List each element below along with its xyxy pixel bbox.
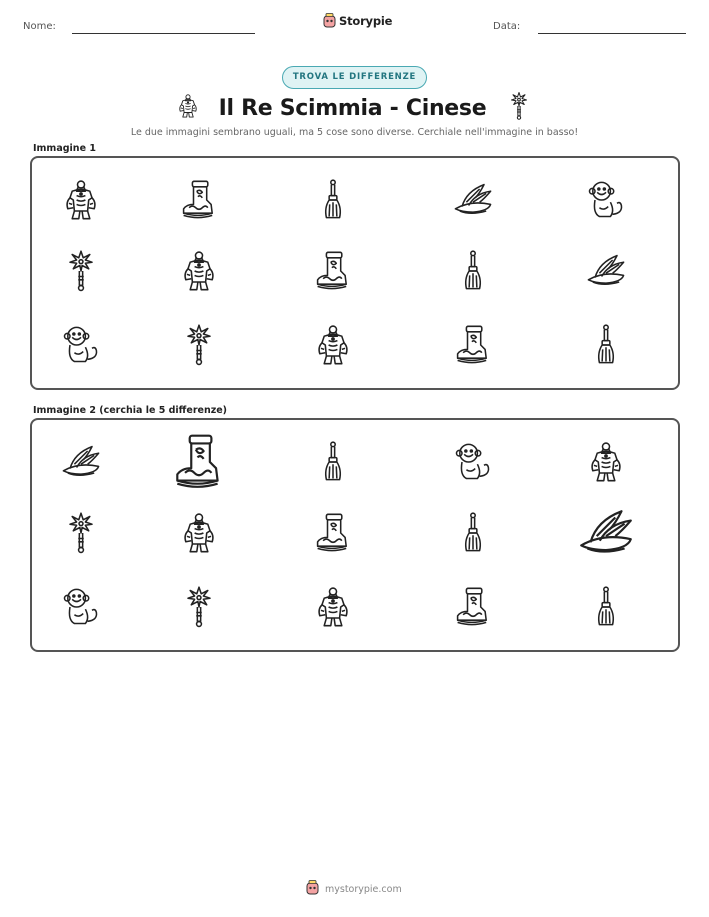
boot-icon[interactable] [166,429,232,495]
feather-cap-icon[interactable] [449,176,497,224]
monkey-icon[interactable] [582,176,630,224]
monkey-icon[interactable] [57,321,105,369]
staff-icon[interactable] [175,583,223,631]
name-line[interactable] [72,33,255,34]
name-label: Nome: [23,21,56,32]
picture-panel-2 [30,418,680,652]
brand-logo [323,13,392,28]
armor-icon[interactable] [175,509,223,557]
armor-icon[interactable] [309,583,357,631]
brush-icon[interactable] [309,176,357,224]
picture-grid-2 [32,420,678,650]
staff-icon[interactable] [175,321,223,369]
page-title: Il Re Scimmia - Cinese [218,95,487,121]
picture-panel-1 [30,156,680,390]
boot-icon[interactable] [449,583,497,631]
brush-icon[interactable] [449,509,497,557]
storypie-mascot-icon [323,13,336,28]
date-label: Data: [493,21,521,32]
brush-icon[interactable] [449,247,497,295]
monkey-icon[interactable] [57,583,105,631]
staff-icon [504,91,534,125]
date-line[interactable] [538,33,686,34]
footer-url[interactable]: mystorypie.com [325,884,402,895]
boot-icon[interactable] [449,321,497,369]
title-row [0,93,709,123]
brush-icon[interactable] [309,438,357,486]
armor-icon[interactable] [582,438,630,486]
armor-icon[interactable] [57,176,105,224]
brush-icon[interactable] [582,583,630,631]
instructions: Le due immagini sembrano uguali, ma 5 cose sono diverse. Cerchiale nell'immagine in basso! [130,127,579,138]
storypie-mascot-icon [306,880,319,899]
staff-icon[interactable] [57,247,105,295]
panel-1-label: Immagine 1 [33,143,96,154]
feather-cap-icon[interactable] [573,500,639,566]
armor-icon [175,93,201,123]
monkey-icon[interactable] [449,438,497,486]
panel-2-label: Immagine 2 (cerchia le 5 differenze) [33,405,228,416]
armor-icon[interactable] [309,321,357,369]
boot-icon[interactable] [309,509,357,557]
feather-cap-icon[interactable] [57,438,105,486]
staff-icon[interactable] [57,509,105,557]
feather-cap-icon[interactable] [582,247,630,295]
brand-name: Storypie [339,13,393,28]
boot-icon[interactable] [175,176,223,224]
activity-badge: TROVA LE DIFFERENZE [282,66,427,89]
boot-icon[interactable] [309,247,357,295]
armor-icon[interactable] [175,247,223,295]
picture-grid-1 [32,158,678,388]
worksheet-header [0,0,709,50]
brush-icon[interactable] [582,321,630,369]
footer [306,880,402,899]
